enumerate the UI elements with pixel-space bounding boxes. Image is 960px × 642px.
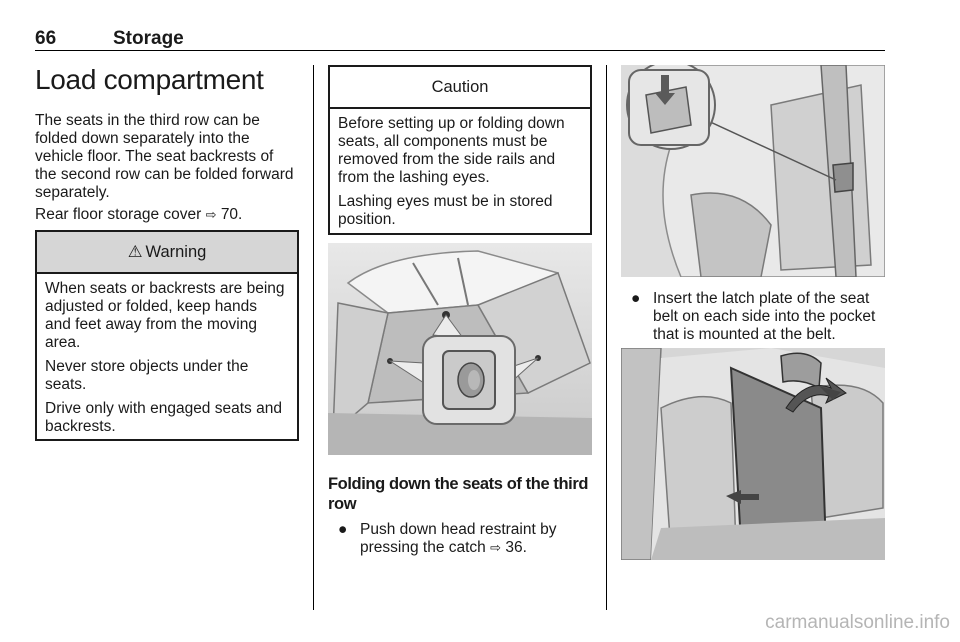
intro-line: The seats in the third row can be [35,112,260,129]
caution-paragraph: Before setting up or folding down seats, all components must be removed from the side rails and from the lashing eyes. [338,115,565,186]
warning-header [37,232,297,274]
list-item-text: Insert the latch plate of the seat belt on each side into the pocket that is mounted at the belt. [653,290,876,343]
caution-body [330,109,590,229]
cross-reference[interactable] [35,206,305,224]
list-item-text: Push down head restraint by pressing the catch ⇨ 36. [360,521,557,556]
intro-line: separately. [35,184,110,201]
figure-seat-belt-pocket [621,65,885,277]
warning-body [37,274,297,436]
intro-line: vehicle floor. The seat backrests of [35,148,274,165]
bullet-icon: ● [631,290,641,307]
list-item [631,290,891,346]
caution-header [330,67,590,109]
column-divider-1 [313,65,314,610]
ref-page: 70. [220,206,243,223]
warning-label: Warning [145,242,207,261]
page-number: 66 [35,28,57,49]
figure-folding-backrest [621,348,885,560]
warning-box [35,230,299,441]
ref-text: Rear floor storage cover [35,206,202,223]
page-header [35,28,885,51]
bullet-icon: ● [338,521,348,538]
caution-paragraph: Lashing eyes must be in stored position. [338,193,553,228]
list-item [338,521,598,561]
page-ref-arrow-icon: ⇨ [205,207,217,222]
warning-triangle-icon: ⚠ [127,243,143,261]
intro-line: the second row can be folded forward [35,166,294,183]
warning-paragraph: When seats or backrests are being adjusted or folded, keep hands and feet away from the moving area. [45,280,285,351]
ref-page: 36. [505,539,527,556]
fold-section-heading: Folding down the seats of the third row [328,475,589,513]
section-title: Load compartment [35,64,264,95]
page-ref-arrow-icon: ⇨ [490,540,502,555]
warning-paragraph: Never store objects under the seats. [45,358,249,393]
intro-line: folded down separately into the [35,130,250,147]
figure-load-compartment-lashing-eye [328,243,592,455]
column-divider-2 [606,65,607,610]
intro-paragraph [35,112,305,202]
chapter-title: Storage [113,28,184,49]
caution-box [328,65,592,235]
warning-paragraph: Drive only with engaged seats and backrests. [45,400,282,435]
caution-label: Caution [431,77,489,96]
watermark: carmanualsonline.info [765,612,950,633]
